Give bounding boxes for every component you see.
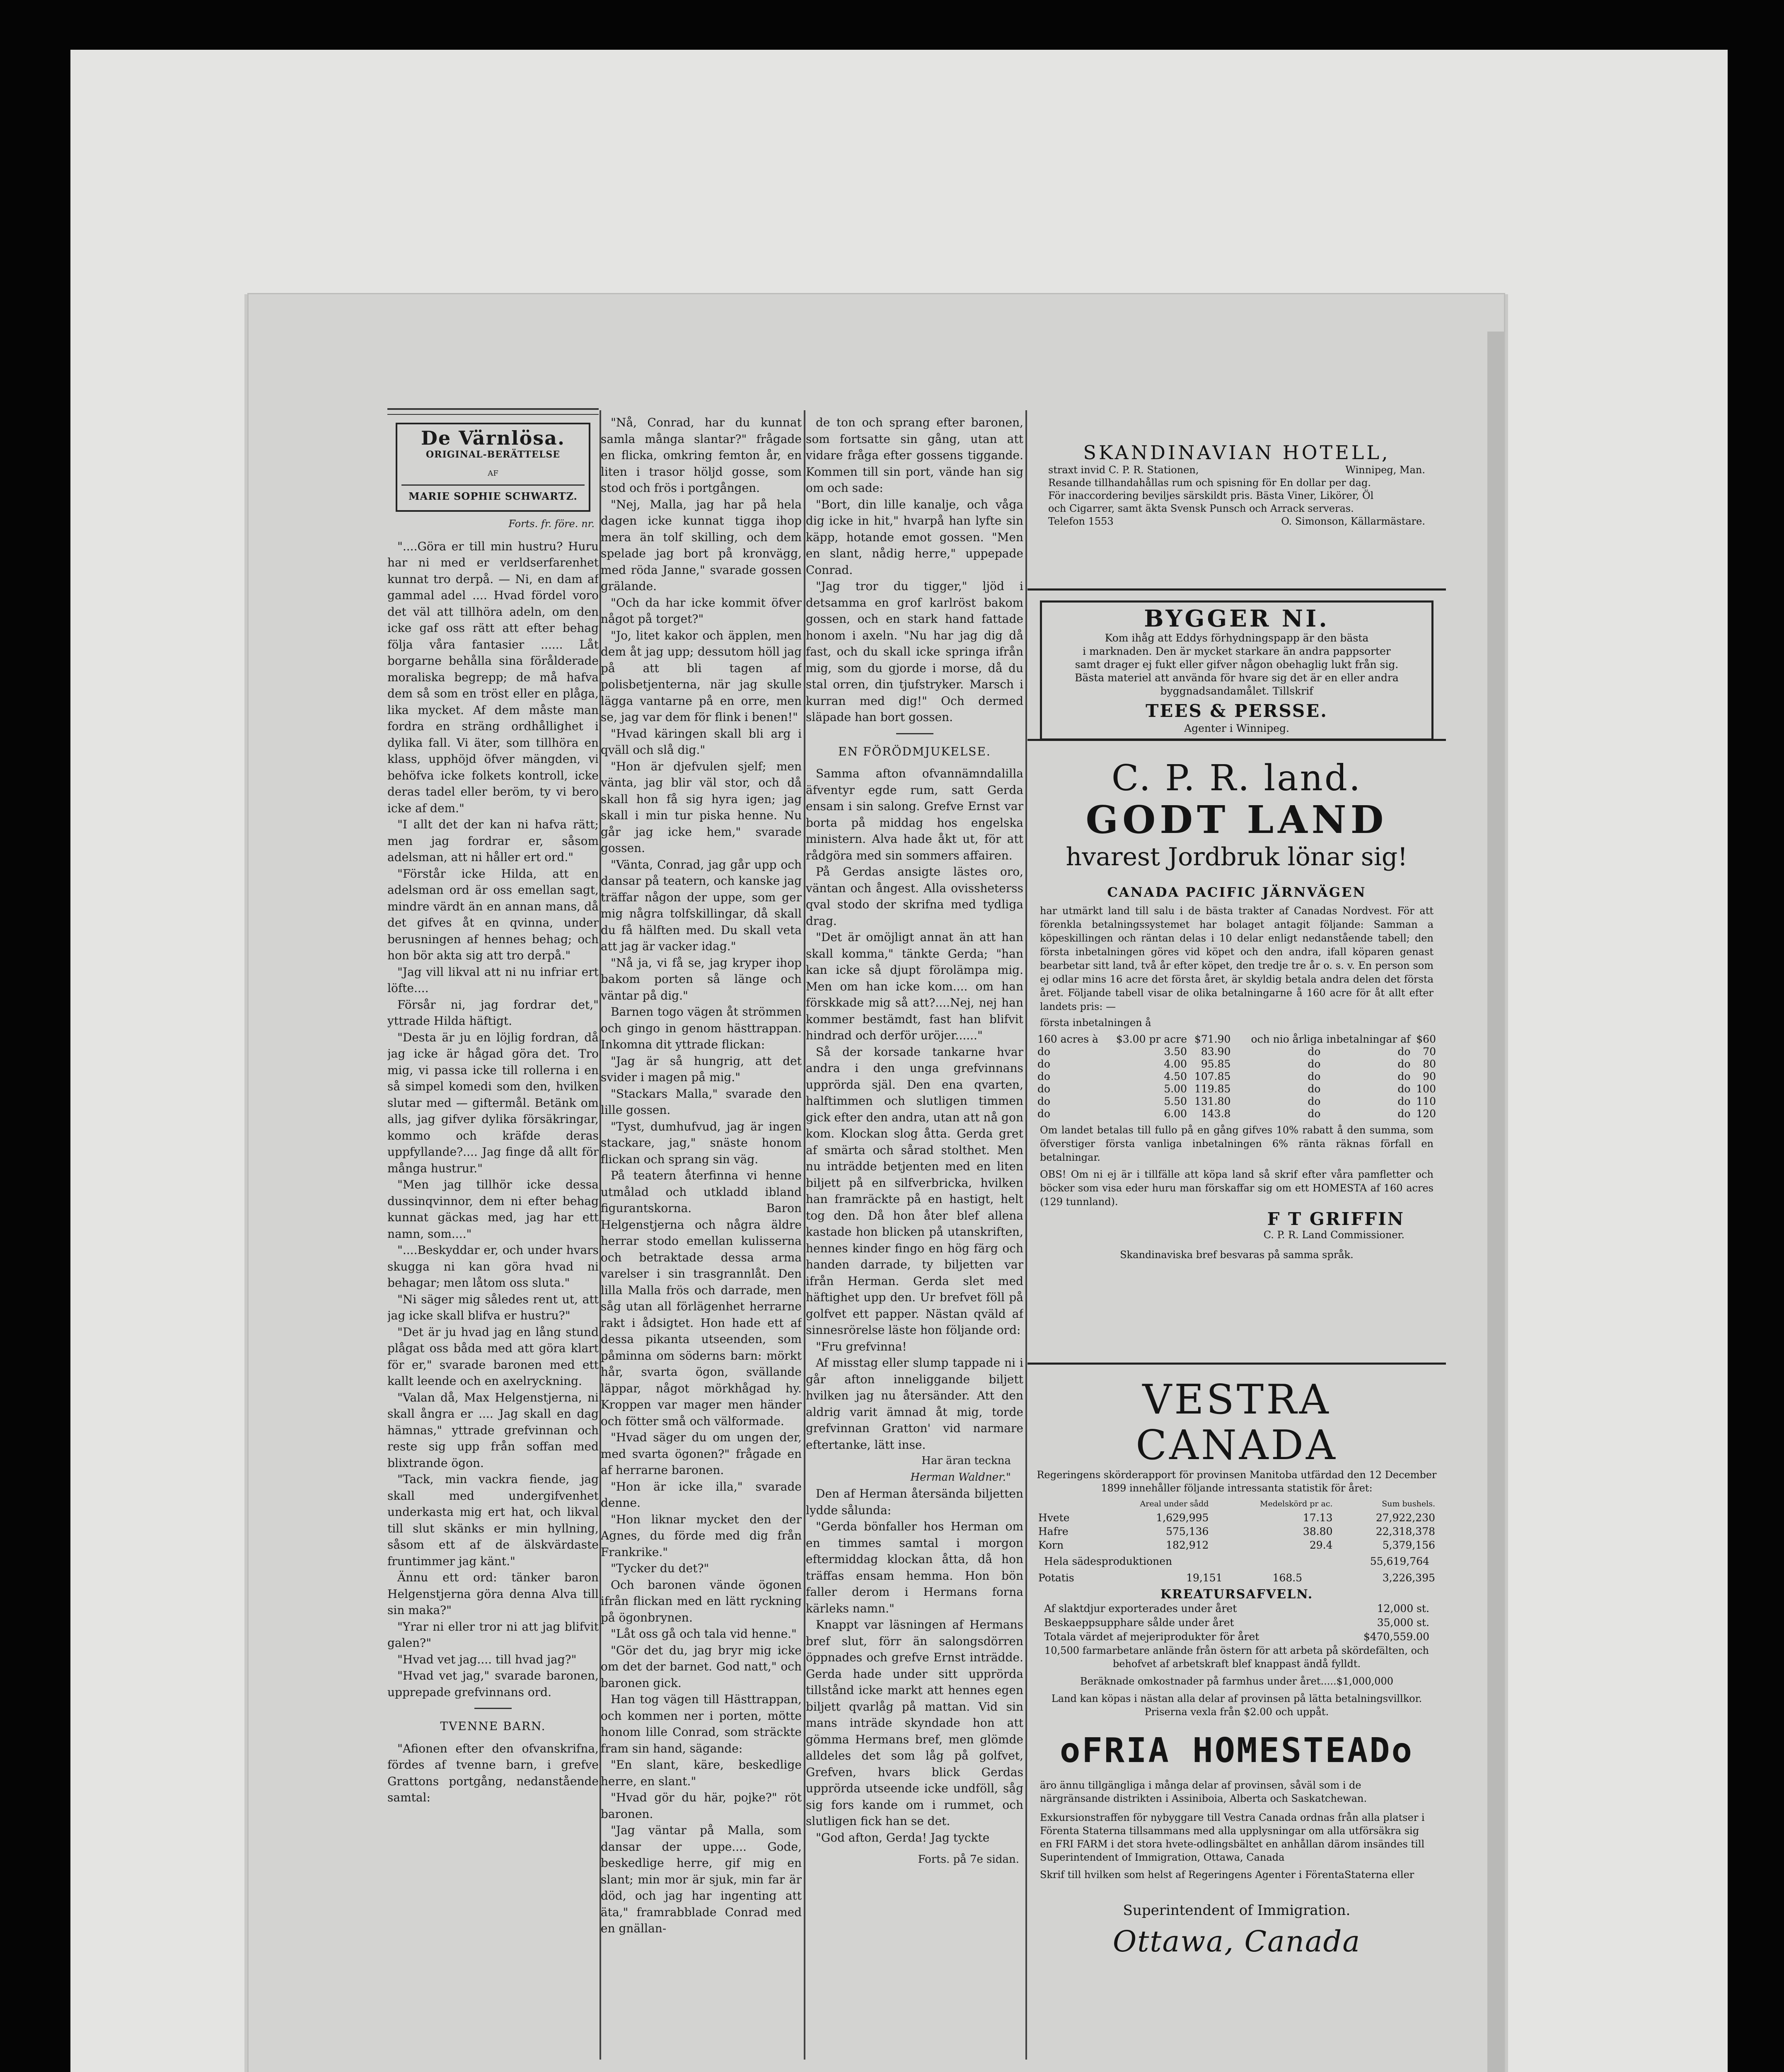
paragraph: "Hon är djefvulen sjelf; men vänta, jag blir väl stor, och då skall hon få sig hyra igen; jag skall i min tur piska henne. Nu går jag icke hem," svarade gossen.: [601, 759, 802, 855]
story-text: [806, 414, 1023, 726]
stat-line: [1044, 1630, 1429, 1644]
stat-line: [1044, 1602, 1429, 1616]
cpr-railway: CANADA PACIFIC JÄRNVÄGEN: [1107, 884, 1366, 900]
story-author: MARIE SOPHIE SCHWARTZ.: [401, 484, 585, 505]
paragraph: "Tyst, dumhufvud, jag är ingen stackare, jag," snäste honom flickan och sprang sin väg.: [601, 1119, 802, 1166]
advert-column: [1027, 414, 1446, 2064]
table-cell: 4.00: [1164, 1058, 1187, 1070]
story-subtitle: ORIGINAL-BERÄTTELSE: [426, 449, 560, 460]
table-cell: do: [1308, 1058, 1321, 1070]
paragraph: "Jo, litet kakor och äpplen, men dem åt jag upp; dessutom höll jag på att bli tagen af polisbetjenterna, när jag skulle lägga vantarne på en orre, men se, jag var dem för flink i benen!": [601, 628, 802, 724]
section-rule: [896, 733, 933, 734]
table-cell: $60: [1416, 1033, 1436, 1045]
bullet-icon: o: [1060, 1731, 1082, 1770]
paragraph: På teatern återfinna vi henne utmålad och utkladd ibland figurantskorna. Baron Helgenstjerna och några äldre herrar stodo emellan kulisserna och betraktade dessa arma varelser i sin trasgrannlåt. Den lilla Malla frös och darrade, men såg utan all förlägenhet herrarne rakt i ådsigtet. Hon hade ett af dessa pikanta utseenden, som påminna om söderns barn: mörkt hår, svarta ögon, svällande läppar, något mörkhågad hy. Kroppen var mager men händer och fötter små och välformade.: [601, 1169, 802, 1428]
paragraph: "Låt oss gå och tala vid henne.": [611, 1627, 797, 1641]
table-cell: 5,379,156: [1382, 1539, 1435, 1551]
paragraph: "Nå, Conrad, har du kunnat samla många slantar?" frågade en flicka, omkring femton år, en liten i trasor höljd gosse, som stod och frös i portgången.: [601, 416, 802, 495]
paragraph: "Tack, min vackra fiende, jag skall med undergifvenhet underkasta mig ert hat, och likval till slut skänks er min hyllning, såsom ett af de älskvärdaste fruntimmer jag känt.": [387, 1472, 599, 1568]
bullet-icon: o: [1391, 1731, 1414, 1770]
table-cell: Potatis: [1038, 1572, 1074, 1584]
hotel-text: För inaccordering beviljes särskildt pris. Bästa Viner, Likörer, Öl: [1048, 490, 1374, 501]
stat-line: [1044, 1616, 1429, 1630]
paragraph: På Gerdas ansigte lästes oro, väntan och ångest. Alla ovissheterss qval stodo der skrifna med tydliga drag.: [806, 865, 1023, 928]
cpr-signature: [1036, 1209, 1404, 1241]
table-cell: do: [1397, 1046, 1411, 1058]
table-cell: 6.00: [1164, 1108, 1187, 1120]
paragraph: "En slant, käre, beskedlige herre, en slant.": [601, 1758, 802, 1788]
vestra-text: Exkursionstraffen för nybyggare till Vestra Canada ordnas från alla platser i Förenta Staterna tillsammans med alla upplysningar om alla utförsäkra sig en FRI FARM i det stora hvete-odlingsbältet en anhållan därom insändes till Superintendent of Immigration, Ottawa, Canada: [1040, 1812, 1425, 1863]
section-heading: TVENNE BARN.: [440, 1719, 546, 1733]
table-cell: 3,226,395: [1382, 1572, 1435, 1584]
bygger-agent: Agenter i Winnipeg.: [1184, 722, 1289, 734]
top-rule: [387, 408, 599, 415]
table-cell: do: [1037, 1095, 1051, 1107]
table-cell: do: [1308, 1108, 1321, 1120]
cpr-payment-table: [1036, 1033, 1438, 1120]
cpr-text: Om landet betalas till fullo på en gång gifves 10% rabatt å den summa, som öfverstiger första vanliga inbetalningen 6% ränta räknas förfall en betalningar.: [1040, 1124, 1433, 1163]
page-edge: [1487, 332, 1504, 2072]
hotel-owner: O. Simonson, Källarmästare.: [1281, 516, 1425, 527]
table-cell: 575,136: [1166, 1525, 1209, 1537]
table-cell: 110: [1416, 1095, 1436, 1107]
cpr-advert: [1027, 741, 1446, 1365]
cpr-subtitle: hvarest Jordbruk lönar sig!: [1066, 842, 1408, 871]
potato-table: [1036, 1571, 1438, 1585]
bygger-text: Bästa materiel att använda för hvare sig det är en eller andra: [1075, 672, 1399, 684]
crop-col-avg: Medelskörd pr ac.: [1260, 1499, 1333, 1508]
crop-total: [1044, 1554, 1429, 1569]
vestra-intro: Regeringens skörderapport för provinsen Manitoba utfärdad den 12 December 1899 innehåller följande intressanta statistik för året:: [1037, 1469, 1437, 1494]
table-cell: 1,629,995: [1156, 1512, 1209, 1524]
table-cell: Korn: [1038, 1539, 1064, 1551]
paragraph: "Ni säger mig således rent ut, att jag icke skall blifva er hustru?": [387, 1292, 599, 1322]
paragraph: "Jag vill likval att ni nu infriar ert löfte....: [387, 965, 599, 995]
table-cell: do: [1037, 1058, 1051, 1070]
table-cell: 182,912: [1166, 1539, 1209, 1551]
hotel-name: SKANDINAVIAN HOTELL,: [1083, 441, 1390, 464]
paragraph: "Desta är ju en löjlig fordran, då jag icke är hågad göra det. Tro mig, vi passa icke till rollerna i en så simpel komedi som den, hvilken slutar med — giftermål. Betänk om alls, jag gifver dylika försäkringar, kommo och kräfde deras uppfyllande?.... Jag finge då allt för många hustrur.": [387, 1030, 599, 1175]
table-cell: 17.13: [1303, 1512, 1333, 1524]
paragraph: Han tog vägen till Hästtrappan, och kommen ner i porten, mötte honom lille Conrad, som sträckte fram sin hand, sägande:: [601, 1692, 802, 1755]
stat-value: 12,000 st.: [1377, 1602, 1429, 1615]
bygger-text: i marknaden. Den är mycket starkare än andra pappsorter: [1083, 645, 1391, 657]
vestra-text: äro ännu tillgängliga i många delar af provinsen, såväl som i de närgränsande distrikten i Assiniboia, Alberta och Saskatchewan.: [1040, 1779, 1367, 1804]
table-row: [1036, 1095, 1438, 1108]
table-cell: 90: [1423, 1070, 1436, 1082]
paragraph: "God afton, Gerda! Jag tyckte: [816, 1830, 990, 1844]
table-row: [1036, 1525, 1438, 1538]
kreatur-title: KREATURSAFVELN.: [1160, 1587, 1313, 1602]
paragraph: de ton och sprang efter baronen, som fortsatte sin gång, utan att vidare fråga efter gossens tiggande. Kommen till sin port, vände han sig om och sade:: [806, 416, 1023, 495]
letter-signature: Herman Waldner.": [910, 1471, 1011, 1484]
table-cell: do: [1037, 1070, 1051, 1082]
table-cell: do: [1397, 1095, 1411, 1107]
crop-col-name: [1036, 1497, 1094, 1511]
bygger-text: byggnadsandamålet. Tillskrif: [1160, 685, 1313, 697]
table-cell: 70: [1423, 1046, 1436, 1058]
crop-col-sum: Sum bushels.: [1382, 1499, 1435, 1508]
table-cell: 19,151: [1186, 1572, 1223, 1584]
story-text: [601, 414, 802, 1937]
story-column-2: [601, 414, 802, 2064]
table-cell: do: [1397, 1108, 1411, 1120]
story-column-3: [806, 414, 1023, 2064]
paragraph: "Hvad vet jag," svarade baronen, upprepade grefvinnans ord.: [387, 1669, 599, 1699]
section-heading: EN FÖRÖDMJUKELSE.: [838, 744, 991, 758]
cpr-sign-role: C. P. R. Land Commissioner.: [1263, 1229, 1404, 1241]
paragraph: "Jag tror du tigger," ljöd i detsamma en grof karlröst bakom gossen, och en stark hand fattade honom i axeln. "Nu har jag dig då fast, och du skall icke springa ifrån mig, som du gjorde i morse, då du stal orren, din tjufstryker. Marsch i kurran med dig!" Och dermed släpade han bort gossen.: [806, 579, 1023, 724]
table-cell: do: [1308, 1095, 1321, 1107]
vestra-text: 10,500 farmarbetare anlände från östern för att arbeta på skördefälten, och behofvet af arbetskraft blef knappast ändå fylldt.: [1044, 1645, 1429, 1670]
hotel-phone: Telefon 1553: [1048, 516, 1114, 527]
paragraph: Försår ni, jag fordrar det," yttrade Hilda häftigt.: [387, 997, 599, 1028]
vestra-title: VESTRA CANADA: [1136, 1376, 1338, 1469]
table-cell: 3.50: [1164, 1046, 1187, 1058]
table-cell: 95.85: [1201, 1058, 1231, 1070]
table-cell: 5.00: [1164, 1083, 1187, 1095]
paragraph: Af misstag eller slump tappade ni i går afton inneliggande biljett hvilken jag nu återsänder. Att den aldrig varit ämnad åt mig, torde grefvinnan Gratton' vid narmare eftertanke, lätt inse.: [806, 1356, 1023, 1452]
table-cell: Hafre: [1038, 1525, 1068, 1537]
paragraph: "Men jag tillhör icke dessa dussinqvinnor, dem ni efter behag kunnat gäckas med, jag har ett namn, som....": [387, 1178, 599, 1241]
paragraph: "Afionen efter den ofvanskrifna, fördes af tvenne barn, i grefve Grattons portgång, nedanstående samtal:: [387, 1741, 599, 1804]
paragraph: Barnen togo vägen åt strömmen och gingo in genom hästtrappan. Inkomna dit yttrade flickan:: [601, 1005, 802, 1051]
crop-total-label: Hela sädesproduktionen: [1044, 1555, 1172, 1567]
paragraph: "Tycker du det?": [611, 1561, 709, 1575]
vestra-text: Skrif till hvilken som helst af Regeringens Agenter i FörentaStaterna eller: [1040, 1869, 1414, 1881]
paragraph: "Gör det du, jag bryr mig icke om det der barnet. God natt," och baronen gick.: [601, 1643, 802, 1690]
paragraph: "Stackars Malla," svarade den lille gossen.: [601, 1087, 802, 1117]
paragraph: "....Beskyddar er, och under hvars skugga ni kan göra hvad ni behagar; men låtom oss sluta.": [387, 1243, 599, 1290]
story-text: [387, 1740, 599, 1806]
table-cell: och nio årliga inbetalningar af: [1251, 1033, 1411, 1045]
story-text: [387, 538, 599, 1701]
table-row: [1036, 1058, 1438, 1070]
paragraph: Ännu ett ord: tänker baron Helgenstjerna göra denna Alva till sin maka?": [387, 1571, 599, 1617]
bygger-text: samt drager ej fukt eller gifver någon obehaglig lukt från sig.: [1075, 658, 1399, 670]
table-cell: 29.4: [1309, 1539, 1333, 1551]
ottawa-address: Ottawa, Canada: [1112, 1924, 1361, 1958]
stat-value: 35,000 st.: [1377, 1617, 1429, 1629]
paragraph: "I allt det der kan ni hafva rätt; men jag fordrar er, såsom adelsman, att ni håller ert ord.": [387, 818, 599, 864]
table-row: [1036, 1033, 1438, 1046]
paragraph: Och baronen vände ögonen ifrån flickan med en lätt ryckning på ögonbrynen.: [601, 1578, 802, 1624]
table-cell: 80: [1423, 1058, 1436, 1070]
fria-homestead: [1036, 1731, 1438, 1770]
table-cell: do: [1397, 1058, 1411, 1070]
table-cell: $3.00 pr acre: [1116, 1033, 1187, 1045]
paragraph: "Hvad käringen skall bli arg i qväll och slå dig.": [601, 726, 802, 757]
column-rule: [1025, 410, 1027, 2060]
hotel-contact: [1048, 515, 1425, 528]
paragraph: "Förstår icke Hilda, att en adelsman ord är oss emellan sagt, mindre värdt än en annan mans, då det gifves åt en qvinna, under berusningen af hennes behag; och hon bör akta sig att tro derpå.": [387, 867, 599, 962]
hotel-text: och Cigarrer, samt äkta Svensk Punsch och Arrack serveras.: [1048, 503, 1354, 514]
paragraph: Knappt var läsningen af Hermans bref slut, förr än salongsdörren öppnades och grefve Ernst inträdde. Gerda hade under sitt upprörda tillstånd icke markt att hennes egen biljett qvarlåg på mattan. Vid sin mans inträde skyndade hon att gömma Hermans bref, men glömde alldeles det som låg på golfvet, Grefven, hvars blick Gerdas upprörda utseende icke undföll, såg sig fors kande om i rummet, och slutligen fick han se det.: [806, 1618, 1023, 1828]
story-text: [806, 765, 1023, 1846]
paragraph: "Hon liknar mycket den der Agnes, du förde med dig från Frankrike.": [601, 1512, 802, 1559]
paragraph: "Nej, Malla, jag har på hela dagen icke kunnat tigga ihop mera än tolf skilling, och dem spelade jag bort på kronvägg, med röda Janne," svarade gossen grälande.: [601, 497, 802, 593]
paragraph: "Jag väntar på Malla, som dansar der uppe.... Gode, beskedlige herre, gif mig en slant; min mor är sjuk, min far är död, och jag har ingenting att äta," framrabblade Conrad med en gnällan-: [601, 1823, 802, 1935]
fria-title: FRIA HOMESTEAD: [1082, 1731, 1392, 1770]
table-cell: 5.50: [1164, 1095, 1187, 1107]
cpr-sign-name: F T GRIFFIN: [1267, 1209, 1404, 1229]
vestra-advert: [1027, 1365, 1446, 2019]
paragraph: "Hvad säger du om ungen der, med svarta ögonen?" frågade en af herrarne baronen.: [601, 1431, 802, 1477]
paragraph: "Valan då, Max Helgenstjerna, ni skall ångra er .... Jag skall en dag hämnas," yttrade grefvinnan och reste sig upp från soffan med blixtrande ögon.: [387, 1390, 599, 1470]
table-row: [1036, 1083, 1438, 1095]
table-row: [1036, 1511, 1438, 1525]
table-cell: do: [1308, 1046, 1321, 1058]
bygger-title: BYGGER NI.: [1144, 605, 1330, 632]
stat-label: Beskaeppsupphare sålde under året: [1044, 1617, 1234, 1629]
table-cell: 83.90: [1201, 1046, 1231, 1058]
cpr-text: OBS! Om ni ej är i tillfälle att köpa land så skrif efter våra pamfletter och böcker som visa eder huru man förskaffar sig om ett HOMESTA af 160 acres (129 tunnland).: [1040, 1169, 1433, 1208]
table-cell: do: [1308, 1070, 1321, 1082]
cpr-headline: GODT LAND: [1085, 797, 1388, 842]
continued-from: Forts. fr. före. nr.: [508, 518, 595, 530]
table-cell: 27,922,230: [1375, 1512, 1435, 1524]
paragraph: "Jag är så hungrig, att det svider i magen på mig.": [601, 1054, 802, 1084]
paragraph: "Och da har icke kommit öfver något på torget?": [601, 595, 802, 626]
hotel-location-right: Winnipeg, Man.: [1345, 464, 1425, 476]
stat-value: $470,559.00: [1363, 1631, 1429, 1643]
letter-closing: Har äran teckna: [921, 1455, 1011, 1467]
table-cell: do: [1397, 1083, 1411, 1095]
immigration-title: Superintendent of Immigration.: [1123, 1902, 1351, 1919]
paragraph: "Det är ju hvad jag en lång stund plågat oss båda med att göra klart för er," svarade baronen med ett kallt leende och en axelryckning.: [387, 1325, 599, 1388]
story-title-box: [396, 423, 590, 512]
paragraph: "Hvad vet jag.... till hvad jag?": [397, 1652, 577, 1666]
paragraph: "Det är omöjligt annat än att han skall komma," tänkte Gerda; "han kan icke så djupt förolämpa mig. Men om han icke kom.... om han förskkade mig så att?....Nej, nej han kommer bestämdt, fast han blifvit hindrad och derför uröjer......": [806, 930, 1023, 1042]
hotel-text: Resande tillhandahållas rum och spisning för En dollar per dag.: [1048, 477, 1371, 489]
cpr-text: har utmärkt land till salu i de bästa trakter af Canadas Nordvest. För att förenkla betalningssystemet har bolaget antagit följande: Samman a köpeskillingen och räntan delas i 10 delar enligt nedanstående tabell; den första inbetalningen göres vid köpet och den andra, ifall köparen genast bearbetar sitt land, två år efter köpet, den tredje tre år o. s. v. En person som ej odlar mins 16 acre det första året, är skyldig betala andra delen det första året. Följande tabell visar de olika betalningarne å 160 acre för åt allt efter landets pris: —: [1040, 905, 1433, 1012]
paragraph: "Hon är icke illa," svarade denne.: [601, 1479, 802, 1510]
paragraph: "Hvad gör du här, pojke?" röt baronen.: [601, 1791, 802, 1821]
table-cell: 119.85: [1194, 1083, 1231, 1095]
table-row: [1036, 1046, 1438, 1058]
paragraph: Så der korsade tankarne hvar andra i den unga grefvinnans upprörda själ. Den ena qvarten, halftimmen och slutligen timmen gick efter den andra, utan att nå gon kom. Klockan slog åtta. Gerda gret af smärta och sårad stolthet. Men nu inträdde betjenten med en liten biljett på en silfverbricka, hvilken han framräckte på en hastigt, helt tog den. Då hon åter blef allena kastade hon blicken på utanskriften, hennes kinder fingo en hög färg och handen darrade, ty biljetten var ifrån Herman. Gerda slet med häftighet upp den. Ur brefvet föll på golfvet ett papper. Nästan qväld af sinnesrörelse läste hon följande ord:: [806, 1045, 1023, 1337]
table-cell: 143.8: [1201, 1108, 1231, 1120]
stat-label: Af slaktdjur exporterades under året: [1044, 1602, 1237, 1615]
cpr-title: C. P. R. land.: [1111, 758, 1362, 799]
table-cell: do: [1397, 1070, 1411, 1082]
hotel-location: [1048, 464, 1425, 477]
bygger-advert: [1027, 591, 1446, 741]
bygger-firm: TEES & PERSSE.: [1146, 701, 1328, 721]
paragraph: Den af Herman återsända biljetten lydde sålunda:: [806, 1487, 1023, 1517]
section-rule: [474, 1708, 512, 1709]
paragraph: "Nå ja, vi få se, jag kryper ihop bakom porten så länge och väntar på dig.": [601, 956, 802, 1002]
story-title: De Värnlösa.: [421, 427, 565, 449]
crop-total-value: 55,619,764: [1370, 1555, 1429, 1567]
paragraph: "Yrar ni eller tror ni att jag blifvit galen?": [387, 1619, 599, 1650]
paragraph: "Bort, din lille kanalje, och våga dig icke in hit," hvarpå han lyfte sin käpp, hotande emot gossen. "Men en slant, nådig herre," uppepade Conrad.: [806, 497, 1023, 577]
table-cell: do: [1037, 1108, 1051, 1120]
table-cell: 120: [1416, 1108, 1436, 1120]
paragraph: "Fru grefvinna!: [816, 1339, 907, 1353]
table-cell: 168.5: [1272, 1572, 1303, 1584]
bygger-text: Kom ihåg att Eddys förhydningspapp är den bästa: [1105, 632, 1369, 644]
paragraph: Samma afton ofvannämndalilla äfventyr egde rum, satt Gerda ensam i sin salong. Grefve Ernst var borta på middag hos engelska ministern. Alva hade åkt ut, för att rådgöra med sin sommers affairen.: [806, 767, 1023, 862]
hotel-location-left: straxt invid C. P. R. Stationen,: [1048, 464, 1199, 476]
cpr-table-header: första inbetalningen å: [1040, 1017, 1151, 1029]
table-cell: do: [1037, 1083, 1051, 1095]
paragraph: "Gerda bönfaller hos Herman om en timmes samtal i morgon eftermiddag klockan åtta, då hon träffas ensam hemma. Hon bön faller derom i Hermans forna kärleks namn.": [806, 1520, 1023, 1615]
crop-col-area: Areal under sådd: [1140, 1499, 1209, 1508]
bygger-box: [1040, 600, 1433, 741]
table-cell: do: [1037, 1046, 1051, 1058]
table-cell: do: [1308, 1083, 1321, 1095]
table-row: [1036, 1571, 1438, 1585]
table-cell: 4.50: [1164, 1070, 1187, 1082]
table-cell: Hvete: [1038, 1512, 1070, 1524]
table-cell: 100: [1416, 1083, 1436, 1095]
paragraph: "....Göra er till min hustru? Huru har ni med er verldserfarenhet kunnat tro derpå. — Ni, en dam af gammal adel .... Hvad fördel voro det väl att tillhöra adeln, om den icke gaf oss rätt att efter behag följa våra fantasier ...... Låt borgarne behålla sina förålderade moraliska begrepp; de må hafva dem så som en tröst eller en plåga, lika mycket. Af dem måste man fordra en sträng ordhållighet i dylika fall. Vi äter, som tillhöra en klass, upphöjd öfver mängden, vi behöfva icke folkets kontroll, icke deras tadel eller beröm, ty vi bero icke af dem.": [387, 539, 599, 815]
table-row: [1036, 1070, 1438, 1083]
table-cell: 160 acres à: [1037, 1033, 1098, 1045]
cpr-footer: Skandinaviska bref besvaras på samma språk.: [1120, 1249, 1354, 1261]
table-cell: 38.80: [1303, 1525, 1333, 1537]
story-by: AF: [488, 469, 498, 478]
vestra-text: Beräknade omkostnader på farmhus under året.....$1,000,000: [1080, 1675, 1394, 1687]
table-cell: 131.80: [1194, 1095, 1231, 1107]
continued-to: Forts. på 7e sidan.: [918, 1853, 1019, 1866]
table-row: [1036, 1538, 1438, 1552]
table-row: [1036, 1108, 1438, 1120]
vestra-text: Land kan köpas i nästan alla delar af provinsen på lätta betalningsvillkor. Priserna vexla från $2.00 och uppåt.: [1051, 1693, 1422, 1718]
stat-label: Totala värdet af mejeriprodukter för året: [1044, 1631, 1259, 1643]
table-cell: 22,318,378: [1375, 1525, 1435, 1537]
crop-table: [1036, 1497, 1438, 1552]
hotel-advert: [1027, 414, 1446, 591]
column-rule: [804, 410, 805, 2060]
paragraph: "Vänta, Conrad, jag går upp och dansar på teatern, och kanske jag träffar någon der uppe, som ger mig några tolfskillingar, då skall du få hälften med. Du skall veta att jag är vacker idag.": [601, 857, 802, 953]
table-cell: 107.85: [1194, 1070, 1231, 1082]
table-cell: $71.90: [1194, 1033, 1231, 1045]
story-column-1: [387, 414, 599, 2064]
